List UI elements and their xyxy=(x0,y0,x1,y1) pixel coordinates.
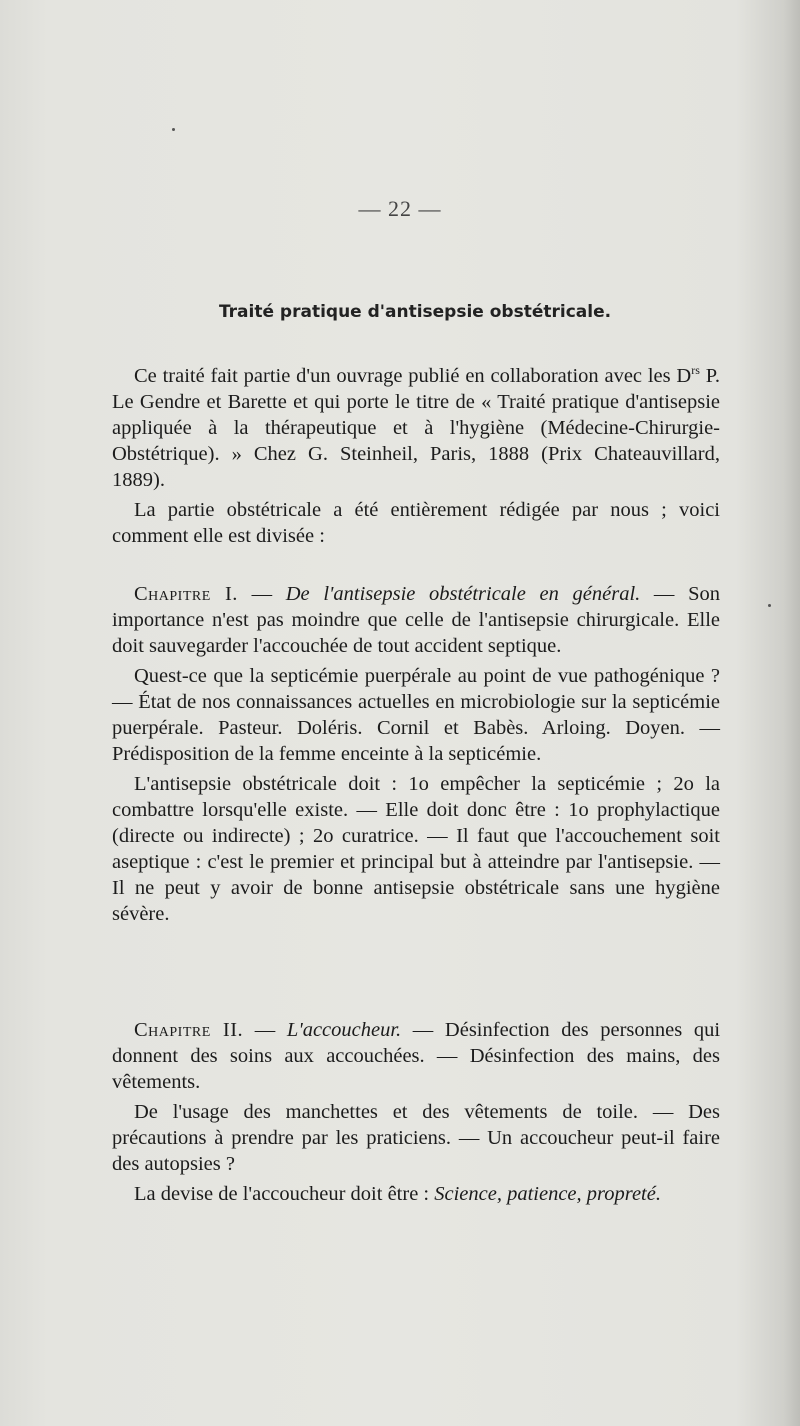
paragraph-division: La partie obstétricale a été entièrement rédigée par nous ; voici comment elle est divisée : xyxy=(112,499,720,547)
chapter-1-label: Chapitre I. xyxy=(134,583,238,605)
paper-speck xyxy=(768,604,771,607)
paragraph-intro: Ce traité fait partie d'un ouvrage publié en collaboration avec les $D^{rs}$ P. Le Gendre et Barette et qui porte le titre de « Traité pratique d'antisepsie appliquée à la thérapeutique et à l'hygiène (Médecine-Chirurgie-Obstétrique). » Chez G. Steinheil, Paris, 1888 (Prix Chateauvillard, 1889). xyxy=(112,363,720,491)
paragraph-manchettes: De l'usage des manchettes et des vêtements de toile. — Des précautions à prendre par les praticiens. — Un accoucheur peut-il faire des autopsies ? xyxy=(112,1101,720,1175)
paragraph-devise: La devise de l'accoucheur doit être : Science, patience, propreté. xyxy=(134,1183,661,1205)
superscript: rs xyxy=(691,363,700,378)
chapter-1-block xyxy=(112,581,720,927)
section-title: Traité pratique d'antisepsie obstétricale. xyxy=(218,302,612,322)
paragraph-chapter-1: Chapitre I. — De l'antisepsie obstétricale en général. — Son importance n'est pas moindre que celle de l'antisepsie chirurgicale. Elle doit sauvegarder l'accouchée de tout accident septique. xyxy=(112,583,720,657)
chapter-2-label: Chapitre II. xyxy=(134,1019,244,1041)
paper-speck xyxy=(172,128,175,131)
body-text xyxy=(112,363,720,549)
chapter-2-title: L'accoucheur. xyxy=(286,1019,402,1041)
devise-motto: Science, patience, propreté. xyxy=(434,1183,661,1205)
paragraph-septicemie: Quest-ce que la septicémie puerpérale au point de vue pathogénique ? — État de nos connaissances actuelles en microbiologie sur la septicémie puerpérale. Pasteur. Doléris. Cornil et Babès. Arloing. Doyen. — Prédisposition de la femme enceinte à la septicémie. xyxy=(112,665,720,765)
page-number: — 22 — xyxy=(358,196,442,221)
chapter-2-block xyxy=(112,1017,720,1207)
paragraph-chapter-2: Chapitre II. — L'accoucheur. — Désinfection des personnes qui donnent des soins aux accouchées. — Désinfection des mains, des vêtements. xyxy=(112,1019,721,1093)
chapter-1-title: De l'antisepsie obstétricale en général. xyxy=(285,583,641,605)
paragraph-antisepsie: L'antisepsie obstétricale doit : 1o empêcher la septicémie ; 2o la combattre lorsqu'elle existe. — Elle doit donc être : 1o prophylactique (directe ou indirecte) ; 2o curatrice. — Il faut que l'accouchement soit aseptique : c'est le premier et principal but à atteindre par l'antisepsie. — Il ne peut y avoir de bonne antisepsie obstétricale sans une hygiène sévère. xyxy=(112,773,720,925)
